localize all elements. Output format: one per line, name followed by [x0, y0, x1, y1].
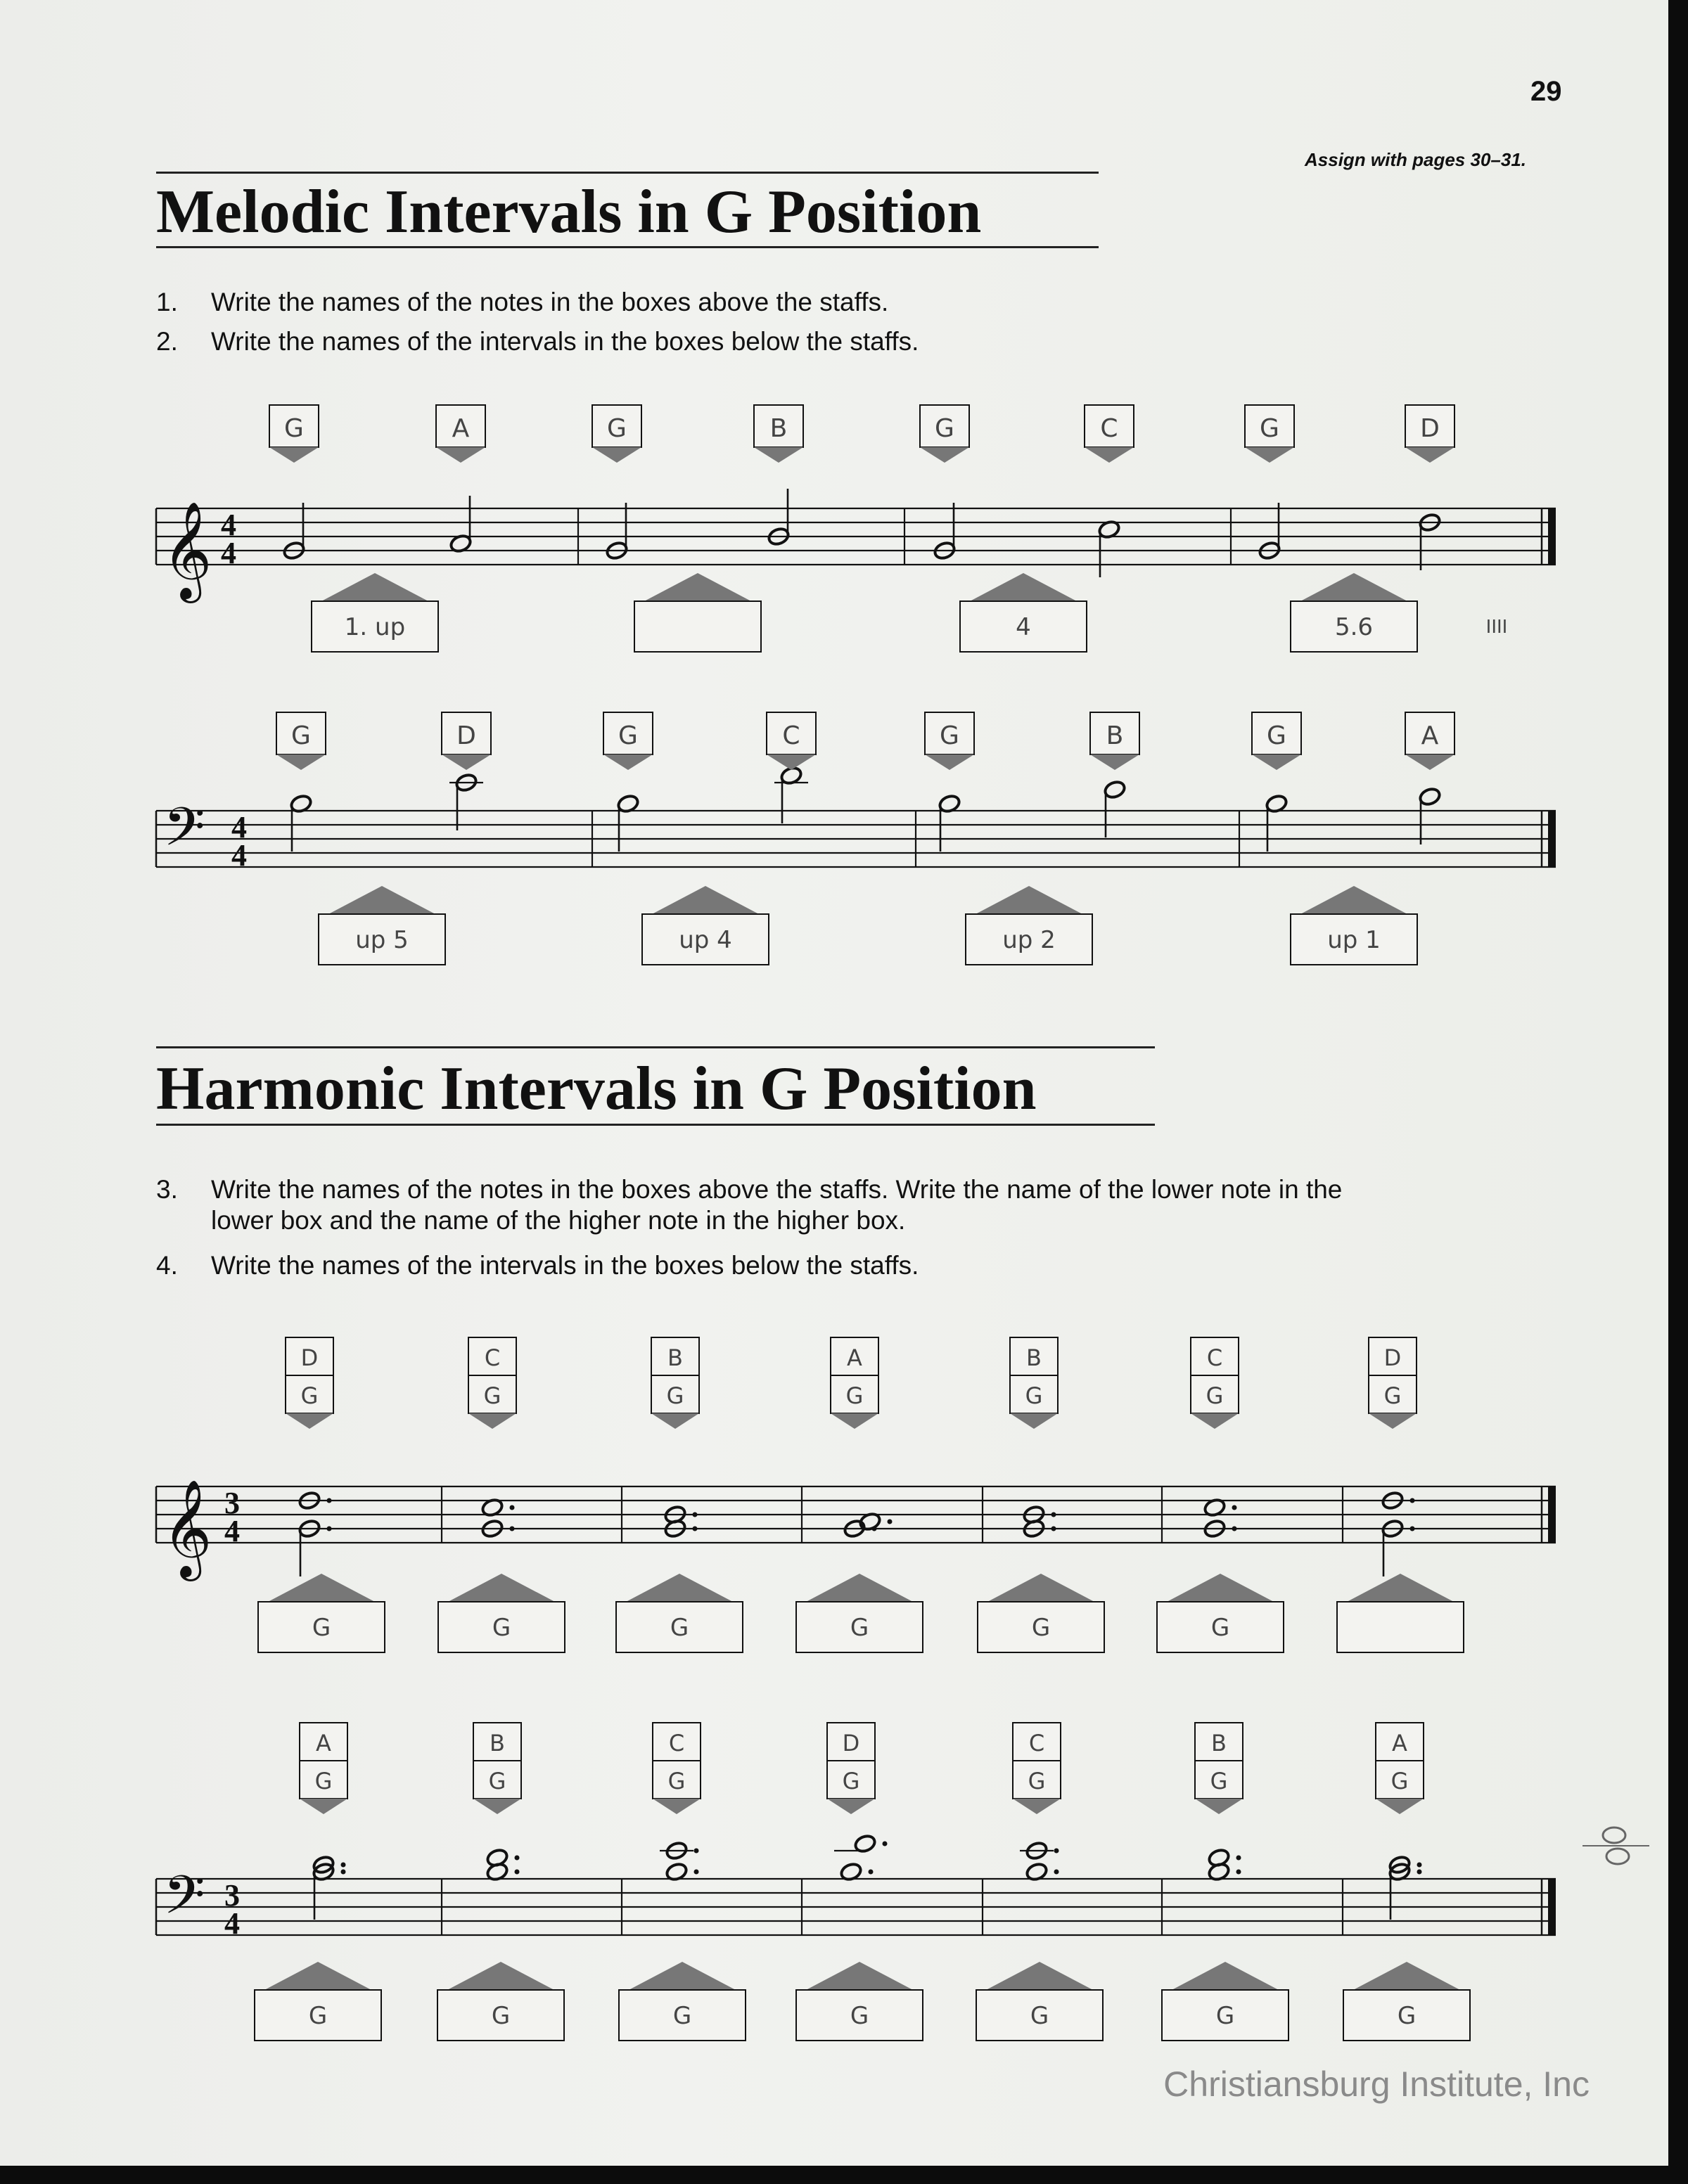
note-name-answer: B — [1106, 721, 1124, 750]
augmentation-dot — [510, 1527, 515, 1531]
upper-note-answer: B — [1026, 1344, 1042, 1371]
box-pointer — [1010, 1413, 1058, 1429]
note-name-answer: G — [291, 721, 311, 750]
upper-note-answer: C — [1206, 1344, 1223, 1371]
box-roof — [328, 886, 435, 914]
augmentation-dot — [1236, 1870, 1241, 1875]
lower-note-answer: G — [666, 1382, 684, 1409]
lower-note-answer: G — [314, 1768, 333, 1794]
bass-clef: 𝄢 — [163, 796, 205, 871]
lower-note-answer: G — [1383, 1382, 1402, 1409]
interval-box — [634, 601, 761, 652]
augmentation-dot — [694, 1870, 699, 1875]
treble-clef: 𝄞 — [162, 501, 212, 599]
note-name-answer: D — [456, 721, 476, 750]
augmentation-dot — [327, 1527, 332, 1531]
note-name-answer: C — [782, 721, 800, 750]
augmentation-dot — [1410, 1498, 1415, 1503]
note-name-answer: G — [1260, 414, 1279, 443]
box-pointer — [651, 1413, 699, 1429]
augmentation-dot — [1051, 1512, 1056, 1517]
note-name-answer: D — [1420, 414, 1440, 443]
upper-note-answer: D — [300, 1344, 319, 1371]
box-roof — [629, 1962, 736, 1990]
note-name-answer: G — [935, 414, 954, 443]
box-roof — [321, 573, 428, 601]
box-pointer — [1405, 447, 1454, 463]
interval-answer: up 2 — [1002, 926, 1056, 954]
interval-answer: G — [312, 1614, 331, 1642]
box-roof — [1300, 886, 1407, 914]
note-name-answer: G — [1267, 721, 1286, 750]
note-name-answer: G — [940, 721, 959, 750]
box-pointer — [1085, 447, 1134, 463]
box-roof — [448, 1574, 555, 1602]
final-barline-thick — [1548, 508, 1556, 565]
augmentation-dot — [341, 1863, 346, 1868]
augmentation-dot — [515, 1870, 520, 1875]
lower-note-answer: G — [1206, 1382, 1224, 1409]
box-roof — [652, 886, 759, 914]
note-name-answer: A — [452, 414, 470, 443]
box-roof — [986, 1962, 1093, 1990]
upper-note-answer: D — [1383, 1344, 1402, 1371]
box-pointer — [473, 1799, 521, 1814]
instruction-text: Write the names of the notes in the boxes above the staffs. — [211, 288, 889, 316]
box-pointer — [754, 447, 803, 463]
augmentation-dot — [888, 1520, 893, 1524]
time-signature-bottom: 4 — [224, 1906, 240, 1941]
instruction-text: Write the names of the intervals in the boxes below the staffs. — [211, 1251, 919, 1280]
box-pointer — [276, 754, 326, 770]
time-signature-bottom: 4 — [224, 1514, 240, 1548]
box-roof — [987, 1574, 1094, 1602]
interval-answer: 4 — [1016, 613, 1031, 641]
box-pointer — [1191, 1413, 1239, 1429]
box-pointer — [1376, 1799, 1424, 1814]
page-number: 29 — [1530, 76, 1562, 107]
final-barline-thick — [1548, 1486, 1556, 1543]
augmentation-dot — [693, 1512, 698, 1517]
box-pointer — [468, 1413, 516, 1429]
interval-answer: G — [308, 2002, 328, 2030]
augmentation-dot — [1051, 1527, 1056, 1531]
interval-answer: G — [672, 2002, 692, 2030]
instruction-number: 2. — [156, 327, 178, 356]
box-roof — [447, 1962, 554, 1990]
lower-note-answer: G — [300, 1382, 319, 1409]
box-pointer — [592, 447, 641, 463]
box-roof — [976, 886, 1082, 914]
box-pointer — [603, 754, 653, 770]
time-signature-top: 4 — [231, 810, 247, 844]
note-name-answer: G — [618, 721, 638, 750]
interval-answer: up 4 — [679, 926, 732, 954]
augmentation-dot — [1054, 1870, 1059, 1875]
section-title-melodic: Melodic Intervals in G Position — [156, 178, 982, 246]
augmentation-dot — [1417, 1870, 1422, 1875]
box-pointer — [286, 1413, 333, 1429]
upper-note-answer: A — [1392, 1730, 1407, 1756]
box-pointer — [1195, 1799, 1243, 1814]
margin-sketch-note — [1606, 1849, 1629, 1864]
augmentation-dot — [1232, 1505, 1237, 1510]
lower-note-answer: G — [1028, 1768, 1046, 1794]
box-pointer — [1013, 1799, 1061, 1814]
box-pointer — [920, 447, 969, 463]
note-name-answer: B — [769, 414, 788, 443]
interval-answer: G — [850, 1614, 869, 1642]
assign-note: Assign with pages 30–31. — [1305, 149, 1527, 170]
instruction-text: Write the names of the intervals in the boxes below the staffs. — [211, 327, 919, 356]
final-barline-thick — [1548, 1879, 1556, 1935]
box-roof — [806, 1574, 913, 1602]
lower-note-answer: G — [1210, 1768, 1228, 1794]
augmentation-dot — [693, 1527, 698, 1531]
interval-answer: up 1 — [1327, 926, 1381, 954]
upper-note-answer: A — [847, 1344, 862, 1371]
augmentation-dot — [1054, 1849, 1059, 1854]
margin-tally-mark: IIII — [1485, 617, 1508, 638]
lower-note-answer: G — [483, 1382, 501, 1409]
interval-answer: G — [1210, 1614, 1230, 1642]
instruction-text-cont: lower box and the name of the higher note in the higher box. — [211, 1206, 906, 1235]
interval-answer: G — [850, 2002, 869, 2030]
final-barline-thick — [1548, 811, 1556, 867]
treble-clef: 𝄞 — [162, 1479, 212, 1577]
interval-answer: G — [670, 1614, 689, 1642]
box-pointer — [1090, 754, 1139, 770]
box-roof — [1300, 573, 1407, 601]
watermark: Christiansburg Institute, Inc — [1163, 2064, 1590, 2104]
note-name-answer: G — [607, 414, 627, 443]
upper-note-answer: C — [668, 1730, 685, 1756]
box-pointer — [1252, 754, 1301, 770]
augmentation-dot — [1417, 1863, 1422, 1868]
upper-note-answer: C — [484, 1344, 501, 1371]
box-pointer — [436, 447, 485, 463]
section-title-harmonic: Harmonic Intervals in G Position — [156, 1055, 1037, 1123]
instruction-text: Write the names of the notes in the boxes above the staffs. Write the name of the lower note in the — [211, 1175, 1343, 1204]
augmentation-dot — [869, 1870, 874, 1875]
box-pointer — [653, 1799, 701, 1814]
box-roof — [1353, 1962, 1460, 1990]
interval-answer: 1. up — [344, 613, 406, 641]
upper-note-answer: B — [1211, 1730, 1227, 1756]
lower-note-answer: G — [842, 1768, 860, 1794]
augmentation-dot — [341, 1870, 346, 1875]
interval-answer: G — [1397, 2002, 1417, 2030]
box-pointer — [831, 1413, 878, 1429]
upper-note-answer: C — [1028, 1730, 1045, 1756]
time-signature-top: 3 — [224, 1486, 240, 1520]
augmentation-dot — [694, 1849, 699, 1854]
augmentation-dot — [515, 1856, 520, 1861]
box-pointer — [827, 1799, 875, 1814]
box-roof — [644, 573, 751, 601]
interval-answer: G — [491, 2002, 511, 2030]
augmentation-dot — [327, 1498, 332, 1503]
box-roof — [1167, 1574, 1274, 1602]
lower-note-answer: G — [1390, 1768, 1409, 1794]
box-pointer — [925, 754, 974, 770]
upper-note-answer: A — [316, 1730, 331, 1756]
box-pointer — [300, 1799, 347, 1814]
lower-note-answer: G — [667, 1768, 686, 1794]
instruction-number: 3. — [156, 1175, 178, 1204]
interval-answer: G — [1030, 2002, 1049, 2030]
box-pointer — [269, 447, 319, 463]
time-signature-top: 3 — [224, 1878, 240, 1913]
box-roof — [1347, 1574, 1454, 1602]
bass-clef: 𝄢 — [163, 1864, 205, 1939]
instruction-number: 1. — [156, 288, 178, 316]
box-roof — [970, 573, 1077, 601]
augmentation-dot — [1232, 1527, 1237, 1531]
interval-answer: 5.6 — [1334, 613, 1374, 641]
augmentation-dot — [883, 1842, 888, 1846]
interval-answer: G — [492, 1614, 511, 1642]
augmentation-dot — [510, 1505, 515, 1510]
margin-sketch-note — [1603, 1828, 1625, 1843]
lower-note-answer: G — [845, 1382, 864, 1409]
box-pointer — [1405, 754, 1454, 770]
box-pointer — [1245, 447, 1294, 463]
box-roof — [806, 1962, 913, 1990]
box-pointer — [767, 754, 816, 770]
interval-answer: up 5 — [355, 926, 409, 954]
box-roof — [268, 1574, 375, 1602]
interval-answer: G — [1031, 1614, 1051, 1642]
augmentation-dot — [1410, 1527, 1415, 1531]
lower-note-answer: G — [1025, 1382, 1043, 1409]
note-name-answer: A — [1421, 721, 1439, 750]
time-signature-top: 4 — [221, 508, 236, 542]
instruction-number: 4. — [156, 1251, 178, 1280]
box-roof — [264, 1962, 371, 1990]
upper-note-answer: B — [490, 1730, 505, 1756]
augmentation-dot — [1236, 1856, 1241, 1861]
upper-note-answer: B — [667, 1344, 683, 1371]
box-roof — [1172, 1962, 1279, 1990]
time-signature-bottom: 4 — [221, 536, 236, 570]
box-pointer — [1369, 1413, 1417, 1429]
box-roof — [626, 1574, 733, 1602]
lower-note-answer: G — [488, 1768, 506, 1794]
interval-answer: G — [1215, 2002, 1235, 2030]
time-signature-bottom: 4 — [231, 838, 247, 873]
note-name-answer: G — [284, 414, 304, 443]
note-name-answer: C — [1100, 414, 1118, 443]
interval-box — [1337, 1602, 1464, 1652]
upper-note-answer: D — [842, 1730, 860, 1756]
box-pointer — [442, 754, 491, 770]
